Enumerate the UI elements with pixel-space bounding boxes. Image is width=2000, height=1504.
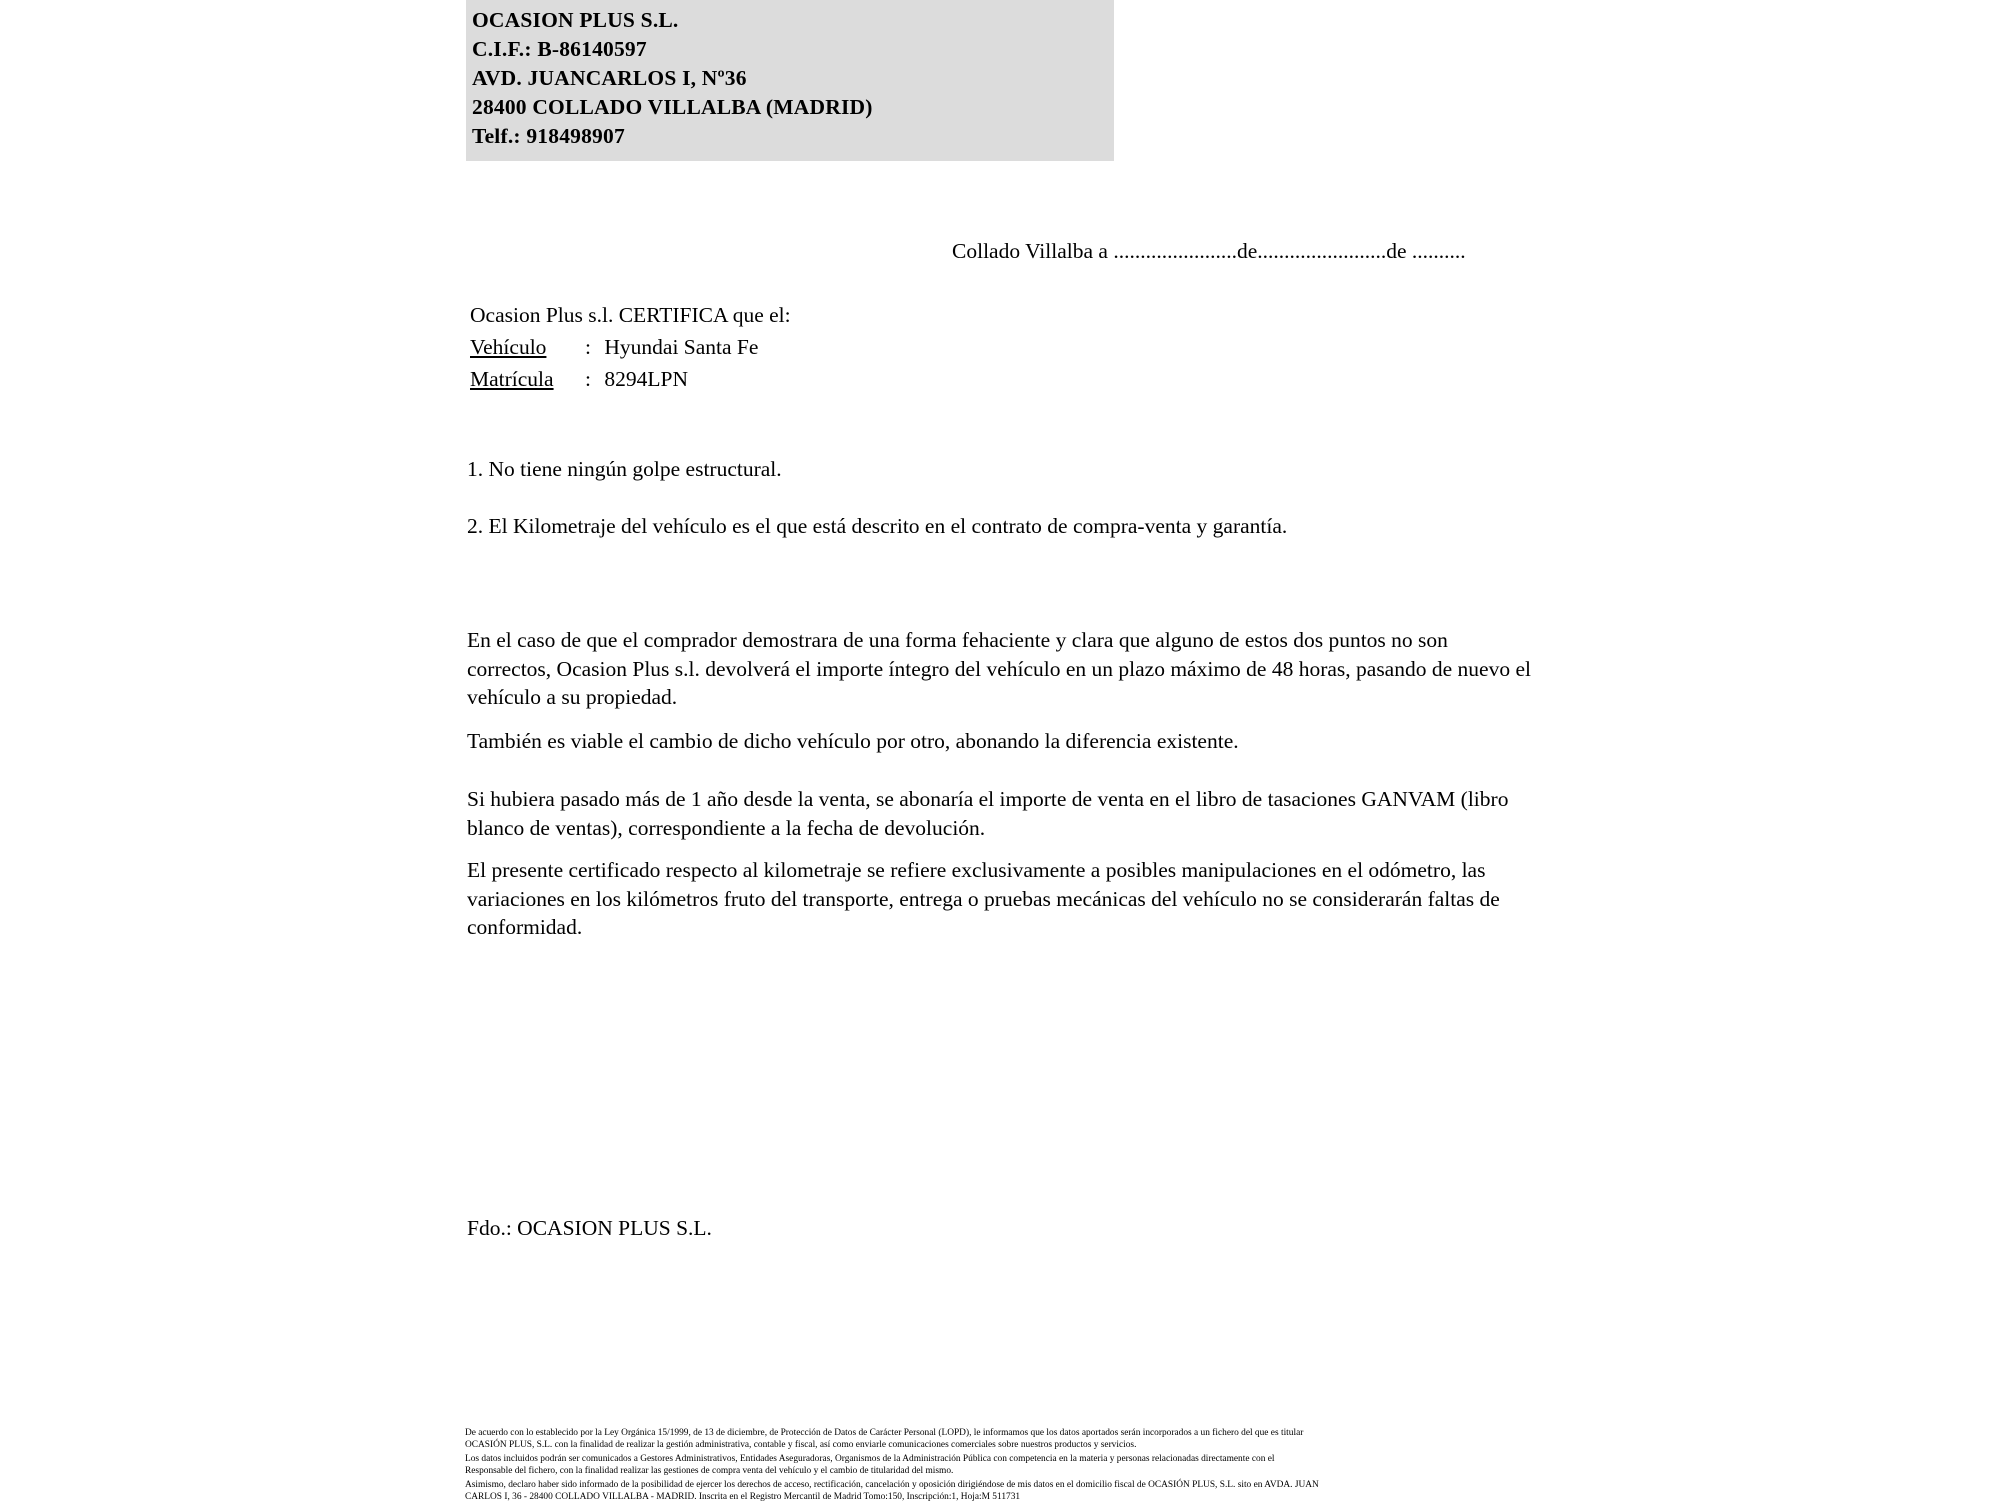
letterhead-block: [466, 0, 1114, 161]
paragraph-refund-terms: En el caso de que el comprador demostrara de una forma fehaciente y clara que alguno de estos dos puntos no son correctos, Ocasion Plus s.l. devolverá el importe íntegro del vehículo en un plazo máximo de 48 horas, pasando de nuevo el vehículo a su propiedad.: [467, 628, 1531, 709]
company-address: AVD. JUANCARLOS I, Nº36: [472, 66, 747, 90]
paragraph-odometer-clause: El presente certificado respecto al kilometraje se refiere exclusivamente a posibles manipulaciones en el odómetro, las variaciones en los kilómetros fruto del transporte, entrega o pruebas mecánicas del vehículo no se considerarán faltas de conformidad.: [467, 858, 1500, 939]
company-city: 28400 COLLADO VILLALBA (MADRID): [472, 95, 873, 119]
company-cif: C.I.F.: B-86140597: [472, 37, 647, 61]
vehicle-row: [470, 331, 791, 363]
legal-footer: [465, 1428, 1560, 1504]
legal-line-4: Responsable del fichero, con la finalidad realizar las gestiones de compra venta del vehículo y el cambio de titularidad del mismo.: [465, 1465, 954, 1476]
plate-row: [470, 363, 791, 395]
paragraph-one-year-clause: Si hubiera pasado más de 1 año desde la venta, se abonaría el importe de venta en el libro de tasaciones GANVAM (libro blanco de ventas), correspondiente a la fecha de devolución.: [467, 787, 1509, 840]
paragraph-exchange-option: También es viable el cambio de dicho vehículo por otro, abonando la diferencia existente.: [467, 729, 1239, 753]
legal-line-2: OCASIÓN PLUS, S.L. con la finalidad de realizar la gestión administrativa, contable y fiscal, así como enviarle comunicaciones comerciales sobre nuestros productos y servicios.: [465, 1439, 1137, 1450]
company-phone: Telf.: 918498907: [472, 124, 625, 148]
point-2: 2. El Kilometraje del vehículo es el que está descrito en el contrato de compra-venta y garantía.: [467, 514, 1288, 538]
certification-block: [470, 299, 791, 395]
vehicle-label: Vehículo: [470, 335, 547, 359]
legal-line-1: De acuerdo con lo establecido por la Ley Orgánica 15/1999, de 13 de diciembre, de Protección de Datos de Carácter Personal (LOPD), le informamos que los datos aportados serán incorporados a un fichero del que es titular: [465, 1428, 1304, 1438]
company-name: OCASION PLUS S.L.: [472, 8, 679, 32]
legal-line-3: Los datos incluidos podrán ser comunicados a Gestores Administrativos, Entidades Aseguradoras, Organismos de la Administración Pública con competencia en la materia y personas relacionadas directamente con el: [465, 1454, 1275, 1465]
date-line: Collado Villalba a .......................de........................de ..........: [952, 239, 1466, 263]
plate-separator: :: [585, 367, 591, 391]
vehicle-separator: :: [585, 335, 591, 359]
legal-line-6: CARLOS I, 36 - 28400 COLLADO VILLALBA - MADRID. Inscrita en el Registro Mercantil de Madrid Tomo:150, Inscripción:1, Hoja:M 511731: [465, 1491, 1021, 1502]
point-1: 1. No tiene ningún golpe estructural.: [467, 457, 782, 481]
plate-value: 8294LPN: [604, 367, 688, 391]
signature-line: Fdo.: OCASION PLUS S.L.: [467, 1216, 712, 1240]
certification-intro: Ocasion Plus s.l. CERTIFICA que el:: [470, 303, 791, 327]
vehicle-value: Hyundai Santa Fe: [604, 335, 759, 359]
legal-line-5: Asimismo, declaro haber sido informado de la posibilidad de ejercer los derechos de acceso, rectificación, cancelación y oposición dirigiéndose de mis datos en el domicilio fiscal de OCASIÓN PLUS, S.L. sito en AVDA. JUAN: [465, 1480, 1319, 1491]
plate-label: Matrícula: [470, 367, 554, 391]
